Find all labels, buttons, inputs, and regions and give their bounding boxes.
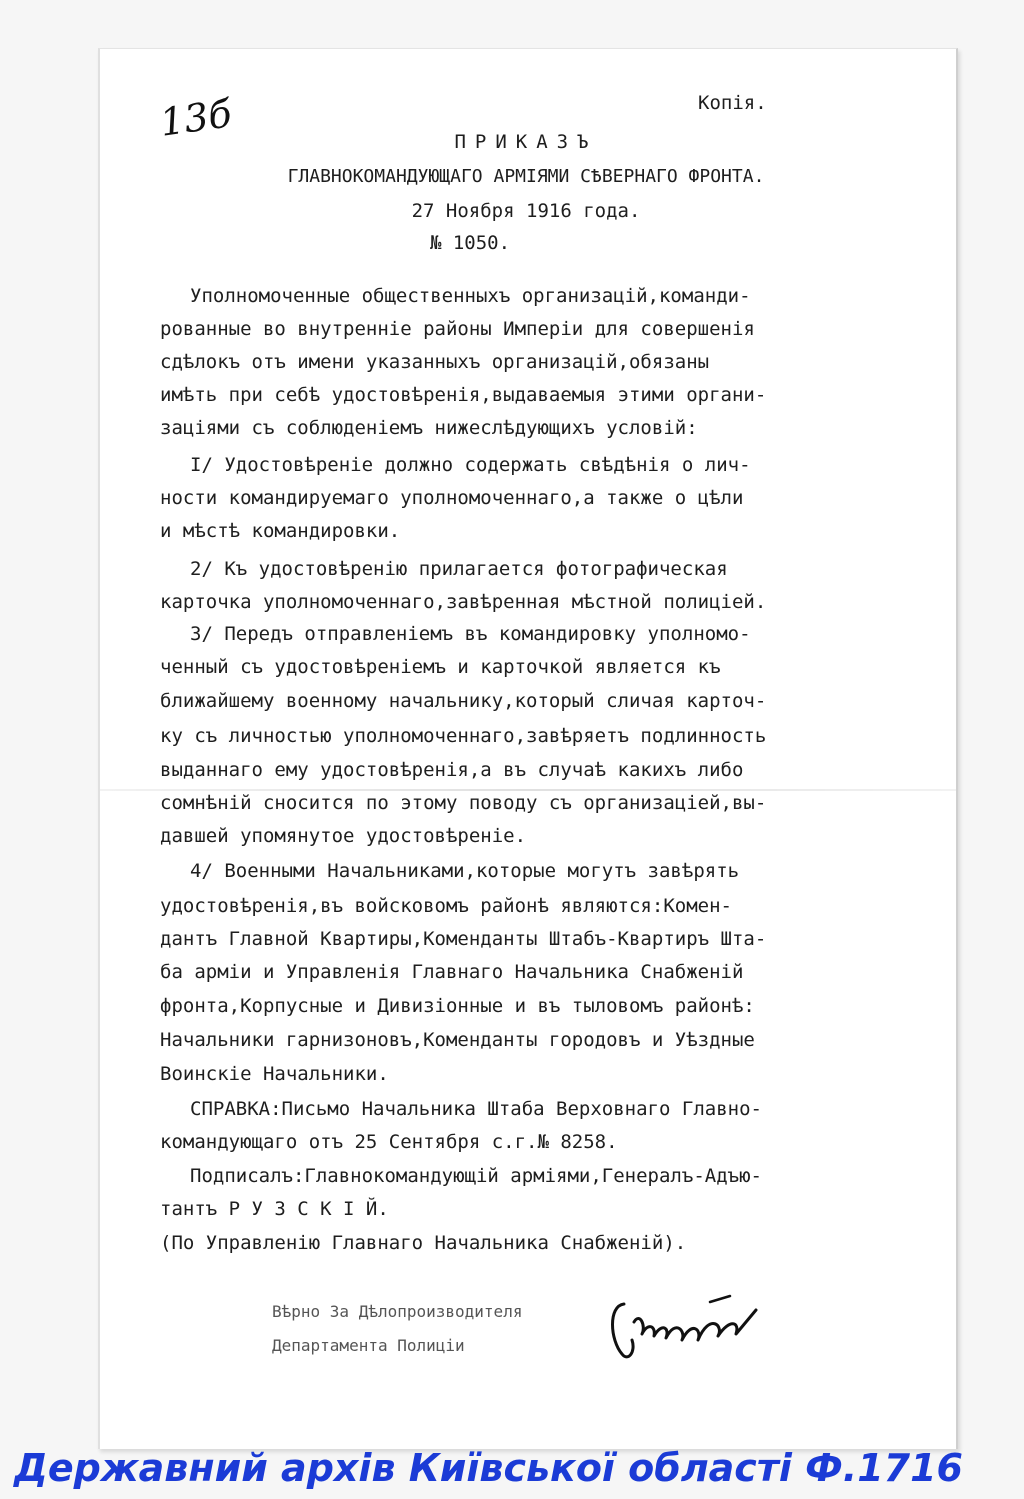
body-line: давшей упомянутое удостовѣреніе. xyxy=(160,825,527,847)
body-line: сдѣлокъ отъ имени указанныхъ организацій,обязаны xyxy=(160,351,710,373)
body-line: 3/ Передъ отправленіемъ въ командировку уполномо- xyxy=(190,623,751,645)
body-line: командующаго отъ 25 Сентября с.г.№ 8258. xyxy=(160,1131,618,1153)
paper-fold-line xyxy=(100,789,956,791)
archive-caption: Державний архів Київської області Ф.1716 xyxy=(14,1446,963,1490)
body-line: ности командируемаго уполномоченнаго,а также о цѣли xyxy=(160,487,744,509)
body-line: Начальники гарнизоновъ,Коменданты городовъ и Уѣздные xyxy=(160,1029,755,1051)
body-line: СПРАВКА:Письмо Начальника Штаба Верховнаго Главно- xyxy=(190,1098,762,1120)
body-line: дантъ Главной Квартиры,Коменданты Штабъ-Квартиръ Шта- xyxy=(160,928,767,950)
body-line: удостовѣренія,въ войсковомъ районѣ являются:Комен- xyxy=(160,895,732,917)
body-line: 2/ Къ удостовѣренію прилагается фотографическая xyxy=(190,558,728,580)
body-line: 4/ Военными Начальниками,которые могутъ завѣрять xyxy=(190,860,740,882)
body-line: выданнаго ему удостовѣренія,а въ случаѣ какихъ либо xyxy=(160,759,744,781)
body-line: Воинскіе Начальники. xyxy=(160,1063,389,1085)
certification-line: Департамента Полиціи xyxy=(272,1336,465,1355)
body-line: сомнѣній сносится по этому поводу съ организаціей,вы- xyxy=(160,792,767,814)
order-number: № 1050. xyxy=(429,232,511,254)
order-issuer: ГЛАВНОКОМАНДУЮЩАГО АРМІЯМИ СѢВЕРНАГО ФРОНТА. xyxy=(287,166,765,187)
body-line: ближайшему военному начальнику,который сличая карточ- xyxy=(160,690,767,712)
body-line: (По Управленію Главнаго Начальника Снабженій). xyxy=(160,1232,687,1254)
body-line: тантъ Р У З С К І Й. xyxy=(160,1198,389,1220)
body-line: І/ Удостовѣреніе должно содержать свѣдѣнія о лич- xyxy=(190,454,751,476)
body-line: карточка уполномоченнаго,завѣренная мѣстной полиціей. xyxy=(160,591,767,613)
handwritten-archive-number: 13б xyxy=(157,91,235,145)
body-line: Подписалъ:Главнокомандующій арміями,Генералъ-Адъю- xyxy=(190,1165,762,1187)
body-line: ку съ личностью уполномоченнаго,завѣряетъ подлинность xyxy=(160,725,767,747)
copy-mark: Копія. xyxy=(698,92,767,114)
body-line: рованные во внутренніе районы Имперіи для совершенія xyxy=(160,318,755,340)
handwritten-signature xyxy=(606,1282,766,1372)
certification-line: Вѣрно За Дѣлопроизводителя xyxy=(272,1302,523,1321)
body-line: ба арміи и Управленія Главнаго Начальника Снабженій xyxy=(160,961,744,983)
body-line: ченный съ удостовѣреніемъ и карточкой является къ xyxy=(160,656,721,678)
order-heading: ПРИКАЗЪ xyxy=(454,131,598,153)
body-line: заціями съ соблюденіемъ нижеслѣдующихъ условій: xyxy=(160,417,698,439)
body-line: фронта,Корпусные и Дивизіонные и въ тыловомъ районѣ: xyxy=(160,995,755,1017)
body-line: Уполномоченные общественныхъ организацій,команди- xyxy=(190,285,751,307)
order-date: 27 Ноября 1916 года. xyxy=(411,200,641,222)
body-line: и мѣстѣ командировки. xyxy=(160,520,401,542)
body-line: имѣть при себѣ удостовѣренія,выдаваемыя этими органи- xyxy=(160,384,767,406)
